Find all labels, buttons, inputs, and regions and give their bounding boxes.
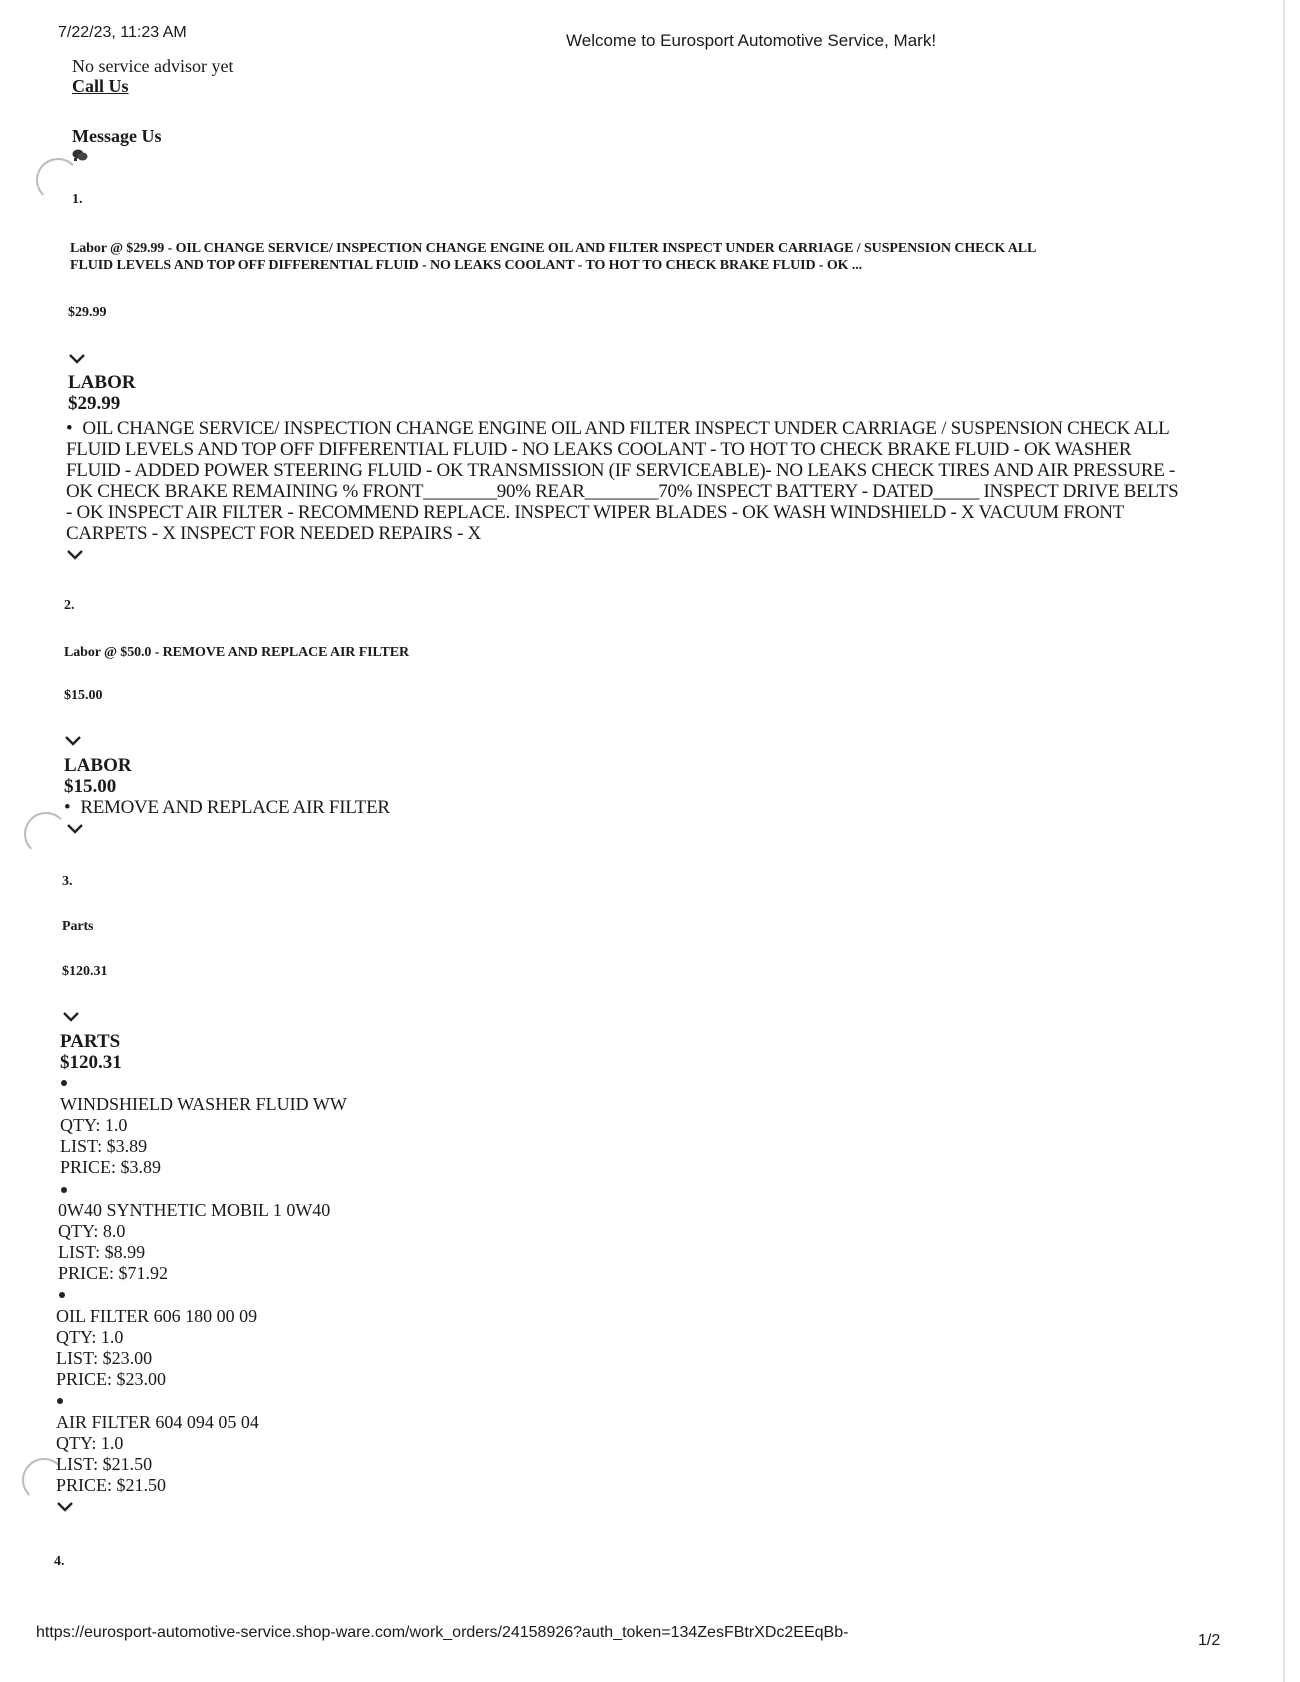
part-name: OIL FILTER 606 180 00 09 bbox=[56, 1306, 258, 1326]
detail-line: • REMOVE AND REPLACE AIR FILTER bbox=[64, 797, 390, 818]
part-price: PRICE: $71.92 bbox=[58, 1263, 169, 1283]
category-title: LABOR bbox=[64, 755, 132, 776]
item-summary-cont: FLUID LEVELS AND TOP OFF DIFFERENTIAL FLUID - NO LEAKS COOLANT - TO HOT TO CHECK BRAKE FLUID - OK ... bbox=[70, 258, 863, 273]
chevron-down-icon[interactable] bbox=[66, 548, 84, 562]
service-advisor-status: No service advisor yet bbox=[72, 56, 234, 76]
item-number: 3. bbox=[62, 874, 73, 889]
part-qty: QTY: 8.0 bbox=[58, 1221, 126, 1241]
detail-line: FLUID - ADDED POWER STEERING FLUID - OK TRANSMISSION (IF SERVICEABLE)- NO LEAKS CHECK TIRES AND AIR PRESSURE - bbox=[66, 460, 1176, 481]
detail-line: FLUID LEVELS AND TOP OFF DIFFERENTIAL FLUID - NO LEAKS COOLANT - TO HOT TO CHECK BRAKE FLUID - OK WASHER bbox=[66, 439, 1132, 460]
part-price: PRICE: $3.89 bbox=[60, 1157, 162, 1177]
page-url: https://eurosport-automotive-service.shop-ware.com/work_orders/24158926?auth_token=134ZesFBtrXDc2EEqBb- bbox=[36, 1624, 849, 1641]
message-us-label[interactable]: Message Us bbox=[72, 126, 162, 146]
chat-bubbles-icon[interactable] bbox=[72, 148, 88, 162]
list-bullet bbox=[61, 1187, 67, 1193]
punch-hole-mark bbox=[24, 812, 68, 856]
part-name: AIR FILTER 604 094 05 04 bbox=[56, 1412, 259, 1432]
page-number: 1/2 bbox=[1198, 1632, 1221, 1649]
detail-line: • OIL CHANGE SERVICE/ INSPECTION CHANGE ENGINE OIL AND FILTER INSPECT UNDER CARRIAGE / SUSPENSION CHECK ALL bbox=[66, 418, 1170, 439]
print-datetime: 7/22/23, 11:23 AM bbox=[58, 24, 187, 41]
item-number: 2. bbox=[64, 598, 75, 613]
part-qty: QTY: 1.0 bbox=[56, 1433, 124, 1453]
welcome-message: Welcome to Eurosport Automotive Service, Mark! bbox=[566, 31, 937, 50]
item-summary: Labor @ $29.99 - OIL CHANGE SERVICE/ INSPECTION CHANGE ENGINE OIL AND FILTER INSPECT UNDER CARRIAGE / SUSPENSION CHECK ALL bbox=[70, 241, 1037, 256]
chevron-down-icon[interactable] bbox=[66, 822, 84, 836]
detail-line: CARPETS - X INSPECT FOR NEEDED REPAIRS - X bbox=[66, 523, 481, 544]
part-price: PRICE: $21.50 bbox=[56, 1475, 167, 1495]
part-name: WINDSHIELD WASHER FLUID WW bbox=[60, 1094, 347, 1114]
detail-line: - OK INSPECT AIR FILTER - RECOMMEND REPLACE. INSPECT WIPER BLADES - OK WASH WINDSHIELD - X VACUUM FRONT bbox=[66, 502, 1124, 523]
item-number: 1. bbox=[72, 192, 83, 207]
page-edge bbox=[1283, 0, 1285, 1682]
item-amount: $29.99 bbox=[68, 305, 107, 320]
item-amount: $15.00 bbox=[64, 688, 103, 703]
item-amount: $120.31 bbox=[62, 964, 108, 979]
part-list-price: LIST: $21.50 bbox=[56, 1454, 153, 1474]
call-us-link[interactable]: Call Us bbox=[72, 76, 129, 96]
part-price: PRICE: $23.00 bbox=[56, 1369, 167, 1389]
part-list-price: LIST: $3.89 bbox=[60, 1136, 148, 1156]
part-qty: QTY: 1.0 bbox=[56, 1327, 124, 1347]
chevron-down-icon[interactable] bbox=[62, 1010, 80, 1024]
category-amount: $29.99 bbox=[68, 393, 121, 414]
part-list-price: LIST: $23.00 bbox=[56, 1348, 153, 1368]
part-qty: QTY: 1.0 bbox=[60, 1115, 128, 1135]
list-bullet bbox=[59, 1292, 65, 1298]
item-summary: Parts bbox=[62, 919, 94, 934]
category-amount: $120.31 bbox=[60, 1052, 122, 1073]
list-bullet bbox=[57, 1398, 63, 1404]
category-title: PARTS bbox=[60, 1031, 121, 1052]
item-number: 4. bbox=[54, 1554, 65, 1569]
part-name: 0W40 SYNTHETIC MOBIL 1 0W40 bbox=[58, 1200, 331, 1220]
chevron-down-icon[interactable] bbox=[68, 352, 86, 366]
detail-line: OK CHECK BRAKE REMAINING % FRONT________90% REAR________70% INSPECT BATTERY - DATED_____ INSPECT DRIVE BELTS bbox=[66, 481, 1179, 502]
list-bullet bbox=[61, 1080, 67, 1086]
chevron-down-icon[interactable] bbox=[56, 1500, 74, 1514]
part-list-price: LIST: $8.99 bbox=[58, 1242, 146, 1262]
category-amount: $15.00 bbox=[64, 776, 117, 797]
item-summary: Labor @ $50.0 - REMOVE AND REPLACE AIR FILTER bbox=[64, 645, 409, 660]
chevron-down-icon[interactable] bbox=[64, 734, 82, 748]
category-title: LABOR bbox=[68, 372, 136, 393]
